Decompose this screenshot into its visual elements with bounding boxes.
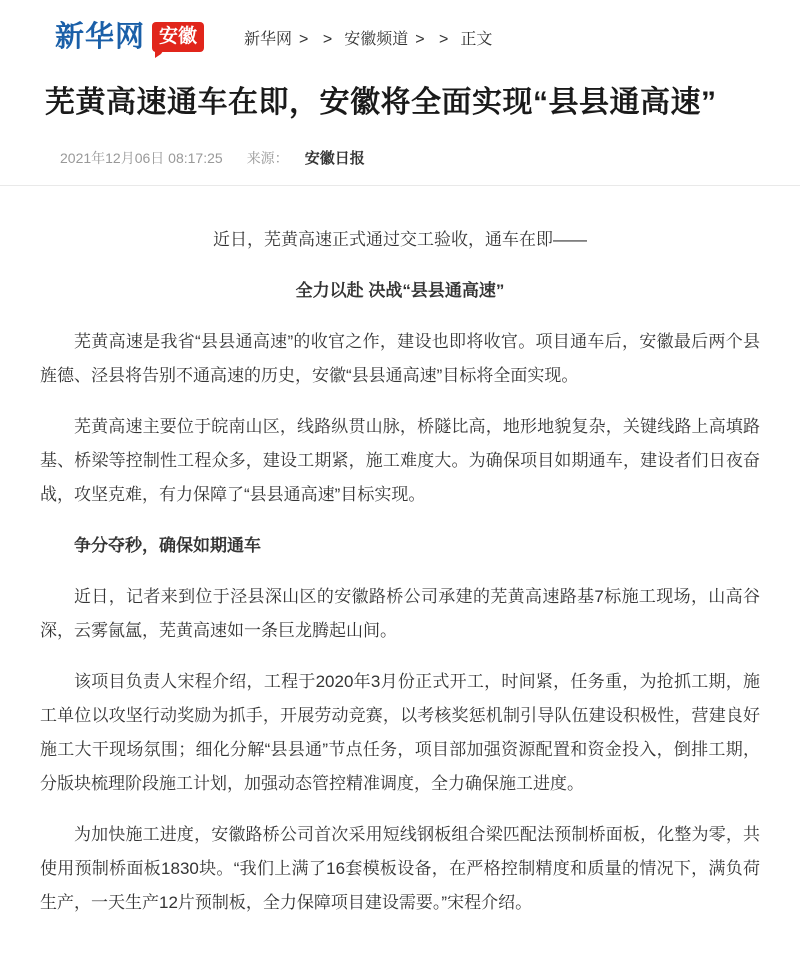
breadcrumb-current: 正文 bbox=[460, 30, 493, 48]
article-paragraph: 近日，记者来到位于泾县深山区的安徽路桥公司承建的芜黄高速路基7标施工现场，山高谷深，云雾氤氲，芜黄高速如一条巨龙腾起山间。 bbox=[40, 587, 760, 640]
xinhuanet-logo[interactable] bbox=[55, 22, 204, 52]
breadcrumb-channel-link[interactable]: 安徽频道 bbox=[344, 30, 409, 48]
article-paragraph: 该项目负责人宋程介绍，工程于2020年3月份正式开工，时间紧，任务重，为抢抓工期，施工单位以攻坚行动奖励为抓手，开展劳动竞赛，以考核奖惩机制引导队伍建设积极性，营建良好施工大干现场氛围；细化分解“县县通”节点任务，项目部加强资源配置和资金投入，倒排工期，分版块梳理阶段施工计划，加强动态管控精准调度，全力确保施工进度。 bbox=[40, 672, 760, 793]
source-label: 来源： bbox=[246, 150, 289, 166]
page-title: 芜黄高速通车在即，安徽将全面实现“县县通高速” bbox=[45, 86, 717, 119]
article-paragraph: 为加快施工进度，安徽路桥公司首次采用短线钢板组合梁匹配法预制桥面板，化整为零，共使用预制桥面板1830块。“我们上满了16套模板设备，在严格控制精度和质量的情况下，满负荷生产，一天生产12片预制板，全力保障项目建设需要。”宋程介绍。 bbox=[40, 825, 760, 912]
article-meta bbox=[60, 147, 800, 168]
breadcrumb-separator: > > bbox=[299, 30, 338, 48]
article-paragraph: 芜黄高速主要位于皖南山区，线路纵贯山脉，桥隧比高，地形地貌复杂，关键线路上高填路基、桥梁等控制性工程众多，建设工期紧，施工难度大。为确保项目如期通车，建设者们日夜奋战，攻坚克难，有力保障了“县县通高速”目标实现。 bbox=[40, 417, 760, 504]
article-subheadline: 全力以赴 决战“县县通高速” bbox=[295, 281, 505, 300]
article-body bbox=[0, 186, 800, 967]
site-header bbox=[0, 0, 800, 52]
region-badge: 安徽 bbox=[152, 22, 204, 52]
breadcrumb bbox=[244, 26, 492, 49]
publish-date: 2021年12月06日 08:17:25 bbox=[60, 150, 223, 166]
section-heading: 争分夺秒，确保如期通车 bbox=[74, 536, 261, 555]
breadcrumb-home-link[interactable]: 新华网 bbox=[244, 30, 293, 48]
article-paragraph: 芜黄高速是我省“县县通高速”的收官之作，建设也即将收官。项目通车后，安徽最后两个县旌德、泾县将告别不通高速的历史，安徽“县县通高速”目标将全面实现。 bbox=[40, 332, 760, 385]
xinhuanet-logo-text: 新华网 bbox=[55, 20, 146, 53]
breadcrumb-separator: > > bbox=[415, 30, 454, 48]
article-intro-line: 近日，芜黄高速正式通过交工验收，通车在即—— bbox=[213, 230, 587, 249]
source-name[interactable]: 安徽日报 bbox=[304, 150, 365, 167]
